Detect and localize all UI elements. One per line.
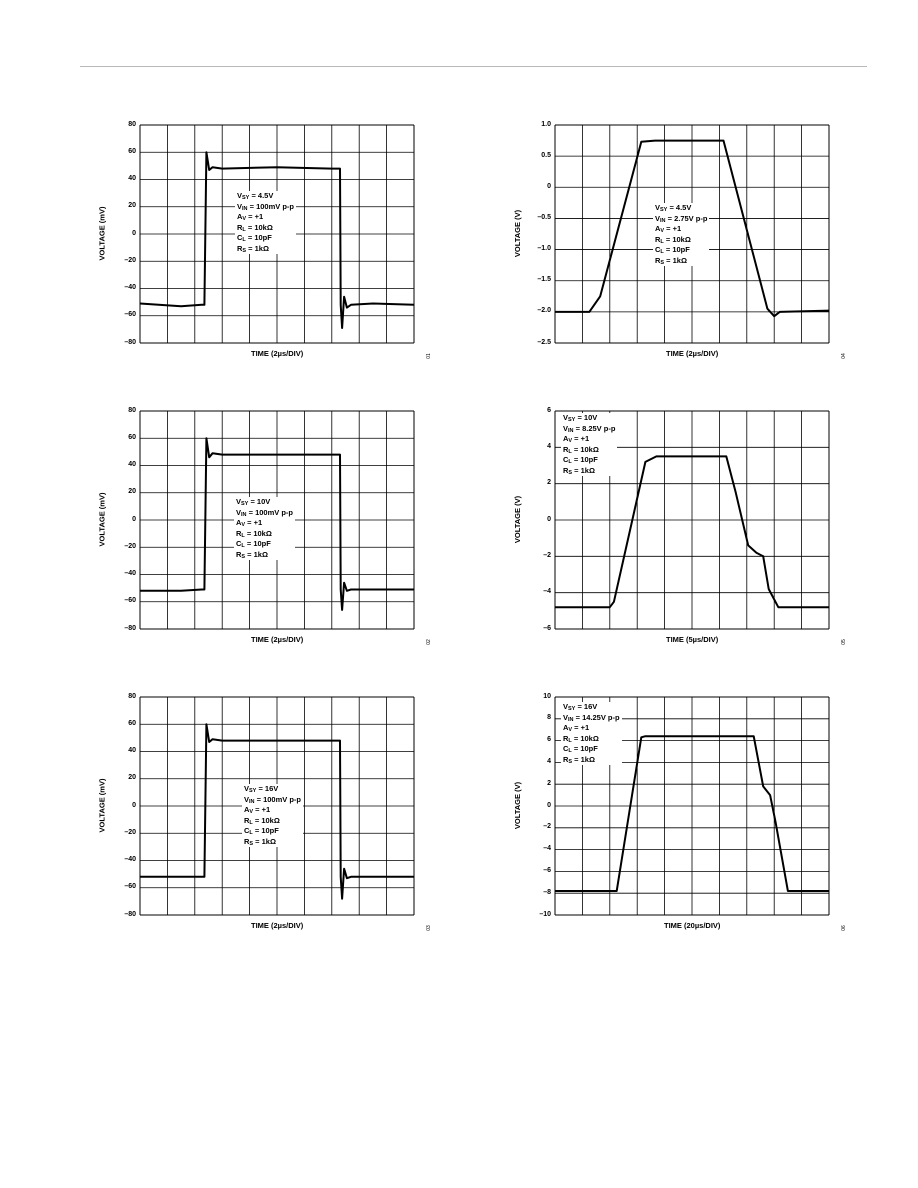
condition-value: = 1kΩ bbox=[245, 549, 268, 559]
y-tick-label: 40 bbox=[128, 461, 136, 468]
condition-symbol: C bbox=[563, 455, 569, 464]
y-tick-label: 0 bbox=[547, 515, 551, 523]
figure-number: 03 bbox=[425, 925, 432, 931]
condition-symbol: A bbox=[236, 518, 242, 527]
condition-subscript: IN bbox=[241, 511, 247, 518]
condition-line bbox=[655, 214, 707, 225]
test-conditions-box bbox=[653, 203, 709, 266]
condition-subscript: V bbox=[249, 809, 254, 815]
condition-subscript: IN bbox=[242, 205, 248, 212]
y-axis-label: VOLTAGE (mV) bbox=[97, 206, 107, 261]
x-axis-label: TIME (2µs/DIV) bbox=[666, 349, 719, 358]
condition-symbol: V bbox=[655, 213, 661, 223]
condition-subscript: V bbox=[660, 228, 665, 234]
condition-subscript: S bbox=[249, 840, 254, 847]
x-axis-label: TIME (5µs/DIV) bbox=[666, 635, 719, 644]
condition-line bbox=[655, 245, 707, 256]
page-top-rule bbox=[80, 66, 867, 67]
y-tick-label: 2 bbox=[547, 479, 551, 487]
y-tick-label: 0 bbox=[547, 801, 551, 809]
condition-value: = 10kΩ bbox=[571, 444, 599, 454]
condition-symbol: C bbox=[655, 245, 661, 254]
condition-value: = 4.5V bbox=[249, 191, 274, 200]
condition-subscript: IN bbox=[568, 716, 574, 723]
condition-subscript: S bbox=[241, 553, 246, 560]
condition-value: = 16V bbox=[256, 784, 279, 793]
condition-value: = +1 bbox=[246, 212, 264, 221]
condition-symbol: R bbox=[237, 243, 243, 253]
condition-subscript: V bbox=[241, 522, 246, 528]
condition-symbol: V bbox=[563, 413, 569, 422]
y-tick-label: 60 bbox=[128, 147, 136, 155]
condition-line bbox=[563, 455, 615, 466]
y-tick-label: –2 bbox=[543, 823, 551, 831]
condition-symbol: R bbox=[244, 836, 250, 846]
condition-symbol: C bbox=[244, 826, 250, 835]
condition-line bbox=[563, 713, 620, 724]
condition-symbol: C bbox=[236, 539, 242, 548]
condition-value: = 16V bbox=[575, 702, 598, 711]
condition-value: = 10kΩ bbox=[571, 733, 599, 743]
condition-symbol: A bbox=[237, 212, 243, 221]
chart-c1 bbox=[95, 115, 515, 375]
condition-symbol: A bbox=[244, 805, 250, 814]
plot-area-c1 bbox=[95, 115, 515, 375]
y-tick-label: –20 bbox=[124, 542, 136, 550]
y-tick-label: –80 bbox=[124, 338, 136, 346]
condition-line bbox=[237, 223, 294, 234]
condition-value: = 100mV p-p bbox=[246, 507, 293, 517]
condition-line bbox=[563, 424, 615, 435]
condition-line bbox=[244, 795, 301, 806]
y-tick-label: 4 bbox=[547, 442, 551, 450]
condition-symbol: R bbox=[244, 815, 250, 825]
condition-line bbox=[563, 434, 615, 445]
condition-line bbox=[244, 805, 301, 816]
condition-symbol: R bbox=[655, 255, 661, 265]
condition-subscript: S bbox=[242, 247, 247, 254]
y-tick-label: –4 bbox=[543, 588, 551, 596]
condition-symbol: R bbox=[237, 222, 243, 232]
condition-line bbox=[655, 256, 707, 267]
condition-line bbox=[563, 702, 620, 713]
y-tick-label: –6 bbox=[543, 624, 551, 632]
condition-line bbox=[563, 413, 615, 424]
condition-symbol: R bbox=[236, 549, 242, 559]
x-axis-label: TIME (2µs/DIV) bbox=[251, 349, 304, 358]
y-axis-label: VOLTAGE (V) bbox=[512, 495, 522, 544]
test-conditions-box bbox=[242, 784, 303, 847]
condition-value: = +1 bbox=[572, 434, 590, 443]
y-tick-label: –2.0 bbox=[537, 307, 551, 315]
condition-value: = 10V bbox=[575, 413, 598, 422]
condition-line bbox=[244, 816, 301, 827]
y-tick-label: 2 bbox=[547, 779, 551, 787]
test-conditions-box bbox=[234, 497, 295, 560]
y-tick-label: –1.5 bbox=[537, 276, 551, 284]
y-tick-label: 20 bbox=[128, 202, 136, 210]
y-tick-label: –80 bbox=[124, 624, 136, 632]
condition-symbol: V bbox=[237, 201, 243, 211]
condition-symbol: A bbox=[563, 434, 569, 443]
condition-subscript: S bbox=[568, 758, 573, 765]
y-tick-label: 60 bbox=[128, 719, 136, 727]
condition-symbol: R bbox=[236, 528, 242, 538]
condition-value: = 1kΩ bbox=[572, 754, 595, 764]
condition-subscript: V bbox=[568, 727, 573, 733]
y-tick-label: –2.5 bbox=[537, 338, 551, 346]
y-tick-label: –40 bbox=[124, 570, 136, 577]
chart-c5 bbox=[95, 687, 515, 947]
condition-line bbox=[236, 508, 293, 519]
plot-area-c5 bbox=[95, 687, 515, 947]
x-axis-label: TIME (2µs/DIV) bbox=[251, 635, 304, 644]
y-tick-label: 0 bbox=[547, 182, 551, 190]
condition-symbol: V bbox=[236, 507, 242, 517]
condition-subscript: L bbox=[568, 448, 572, 455]
condition-symbol: A bbox=[655, 224, 661, 233]
condition-line bbox=[237, 244, 294, 255]
condition-subscript: L bbox=[249, 819, 253, 826]
condition-subscript: SY bbox=[568, 417, 576, 423]
condition-symbol: R bbox=[563, 444, 569, 454]
y-tick-label: –10 bbox=[539, 910, 551, 918]
condition-value: = 1kΩ bbox=[246, 243, 269, 253]
y-tick-label: 0 bbox=[132, 801, 136, 809]
chart-c6 bbox=[510, 687, 918, 947]
y-tick-label: 40 bbox=[128, 175, 136, 182]
condition-value: = +1 bbox=[572, 723, 590, 732]
y-tick-label: 40 bbox=[128, 747, 136, 754]
condition-symbol: C bbox=[563, 744, 569, 753]
condition-subscript: L bbox=[241, 532, 245, 539]
y-tick-label: 1.0 bbox=[541, 120, 551, 128]
figure-number: 06 bbox=[840, 925, 847, 931]
y-tick-label: 0 bbox=[132, 515, 136, 523]
condition-value: = 10pF bbox=[252, 826, 279, 835]
condition-line bbox=[655, 224, 707, 235]
condition-line bbox=[237, 212, 294, 223]
condition-line bbox=[237, 191, 294, 202]
chart-c3 bbox=[95, 401, 515, 661]
test-conditions-box bbox=[235, 191, 296, 254]
condition-symbol: V bbox=[563, 702, 569, 711]
condition-symbol: V bbox=[244, 784, 250, 793]
condition-line bbox=[237, 202, 294, 213]
y-tick-label: 80 bbox=[128, 692, 136, 700]
condition-value: = 14.25V p-p bbox=[573, 712, 620, 722]
y-tick-label: –8 bbox=[543, 888, 551, 896]
condition-value: = 10pF bbox=[244, 539, 271, 548]
condition-line bbox=[236, 539, 293, 550]
y-tick-label: –4 bbox=[543, 845, 551, 853]
condition-line bbox=[237, 233, 294, 244]
condition-subscript: V bbox=[242, 216, 247, 222]
condition-subscript: V bbox=[568, 438, 573, 444]
condition-subscript: L bbox=[568, 737, 572, 744]
condition-value: = 100mV p-p bbox=[254, 794, 301, 804]
condition-symbol: V bbox=[563, 423, 569, 433]
condition-symbol: R bbox=[563, 733, 569, 743]
condition-line bbox=[563, 734, 620, 745]
condition-value: = 2.75V p-p bbox=[665, 213, 708, 223]
condition-value: = 100mV p-p bbox=[247, 201, 294, 211]
figure-number: 02 bbox=[425, 639, 432, 645]
condition-symbol: V bbox=[237, 191, 243, 200]
condition-value: = +1 bbox=[245, 518, 263, 527]
condition-value: = 10kΩ bbox=[244, 528, 272, 538]
condition-subscript: SY bbox=[241, 501, 249, 507]
y-tick-label: –60 bbox=[124, 883, 136, 891]
y-tick-label: –20 bbox=[124, 828, 136, 836]
y-axis-label: VOLTAGE (V) bbox=[512, 781, 522, 830]
condition-subscript: L bbox=[660, 238, 664, 245]
condition-subscript: L bbox=[242, 237, 246, 243]
condition-value: = +1 bbox=[664, 224, 682, 233]
y-tick-label: –80 bbox=[124, 910, 136, 918]
condition-symbol: R bbox=[563, 465, 569, 475]
chart-c2 bbox=[510, 115, 918, 375]
figure-number: 05 bbox=[840, 639, 847, 645]
condition-value: = 10kΩ bbox=[245, 222, 273, 232]
condition-line bbox=[563, 445, 615, 456]
condition-line bbox=[244, 784, 301, 795]
condition-subscript: SY bbox=[249, 788, 257, 794]
condition-line bbox=[563, 466, 615, 477]
condition-value: = 10kΩ bbox=[252, 815, 280, 825]
condition-value: = 10pF bbox=[663, 245, 690, 254]
y-tick-label: 0 bbox=[132, 229, 136, 237]
test-conditions-box bbox=[561, 413, 617, 476]
plot-area-c2 bbox=[510, 115, 918, 375]
condition-line bbox=[236, 497, 293, 508]
condition-value: = 10pF bbox=[571, 455, 598, 464]
condition-line bbox=[655, 235, 707, 246]
y-tick-label: 20 bbox=[128, 774, 136, 782]
y-tick-label: 80 bbox=[128, 406, 136, 414]
condition-value: = 8.25V p-p bbox=[573, 423, 616, 433]
condition-value: = 1kΩ bbox=[572, 465, 595, 475]
condition-symbol: A bbox=[563, 723, 569, 732]
y-tick-label: 4 bbox=[547, 757, 551, 765]
y-axis-label: VOLTAGE (mV) bbox=[97, 778, 107, 833]
condition-symbol: C bbox=[237, 233, 243, 242]
condition-line bbox=[244, 837, 301, 848]
plot-area-c3 bbox=[95, 401, 515, 661]
y-tick-label: 20 bbox=[128, 488, 136, 496]
condition-symbol: V bbox=[236, 497, 242, 506]
test-conditions-box bbox=[561, 702, 622, 765]
condition-symbol: R bbox=[655, 234, 661, 244]
condition-line bbox=[236, 550, 293, 561]
y-tick-label: –60 bbox=[124, 597, 136, 605]
y-axis-label: VOLTAGE (mV) bbox=[97, 492, 107, 547]
y-tick-label: 6 bbox=[547, 736, 551, 744]
condition-line bbox=[655, 203, 707, 214]
condition-line bbox=[563, 723, 620, 734]
condition-line bbox=[563, 744, 620, 755]
condition-symbol: V bbox=[655, 203, 661, 212]
condition-subscript: L bbox=[241, 543, 245, 549]
condition-subscript: SY bbox=[660, 207, 668, 213]
y-tick-label: –0.5 bbox=[537, 213, 551, 221]
condition-subscript: SY bbox=[568, 706, 576, 712]
condition-subscript: L bbox=[242, 226, 246, 233]
y-tick-label: 80 bbox=[128, 120, 136, 128]
y-tick-label: –40 bbox=[124, 856, 136, 863]
condition-subscript: IN bbox=[249, 798, 255, 805]
condition-line bbox=[244, 826, 301, 837]
condition-value: = +1 bbox=[253, 805, 271, 814]
figure-number: 01 bbox=[425, 353, 432, 359]
y-axis-label: VOLTAGE (V) bbox=[512, 209, 522, 258]
y-tick-label: –60 bbox=[124, 311, 136, 319]
y-tick-label: –1.0 bbox=[537, 245, 551, 253]
condition-value: = 1kΩ bbox=[664, 255, 687, 265]
y-tick-label: –40 bbox=[124, 284, 136, 291]
condition-subscript: L bbox=[568, 459, 572, 465]
chart-c4 bbox=[510, 401, 918, 661]
condition-subscript: IN bbox=[568, 427, 574, 434]
condition-subscript: S bbox=[660, 259, 665, 266]
condition-subscript: L bbox=[660, 249, 664, 255]
condition-value: = 1kΩ bbox=[253, 836, 276, 846]
y-tick-label: –20 bbox=[124, 256, 136, 264]
y-tick-label: 6 bbox=[547, 406, 551, 414]
condition-line bbox=[236, 529, 293, 540]
condition-subscript: IN bbox=[660, 217, 666, 224]
condition-symbol: V bbox=[244, 794, 250, 804]
condition-line bbox=[563, 755, 620, 766]
condition-subscript: SY bbox=[242, 195, 250, 201]
y-tick-label: 8 bbox=[547, 714, 551, 722]
condition-symbol: V bbox=[563, 712, 569, 722]
x-axis-label: TIME (2µs/DIV) bbox=[251, 921, 304, 930]
y-tick-label: –6 bbox=[543, 866, 551, 874]
condition-value: = 4.5V bbox=[667, 203, 692, 212]
condition-subscript: S bbox=[568, 469, 573, 476]
condition-symbol: R bbox=[563, 754, 569, 764]
condition-value: = 10V bbox=[248, 497, 271, 506]
condition-value: = 10kΩ bbox=[663, 234, 691, 244]
condition-subscript: L bbox=[568, 748, 572, 754]
condition-value: = 10pF bbox=[571, 744, 598, 753]
condition-value: = 10pF bbox=[245, 233, 272, 242]
y-tick-label: 10 bbox=[543, 692, 551, 700]
condition-subscript: L bbox=[249, 830, 253, 836]
y-tick-label: 60 bbox=[128, 433, 136, 441]
y-tick-label: –2 bbox=[543, 551, 551, 559]
condition-line bbox=[236, 518, 293, 529]
x-axis-label: TIME (20µs/DIV) bbox=[664, 921, 721, 930]
y-tick-label: 0.5 bbox=[541, 151, 551, 159]
figure-number: 04 bbox=[840, 353, 847, 359]
